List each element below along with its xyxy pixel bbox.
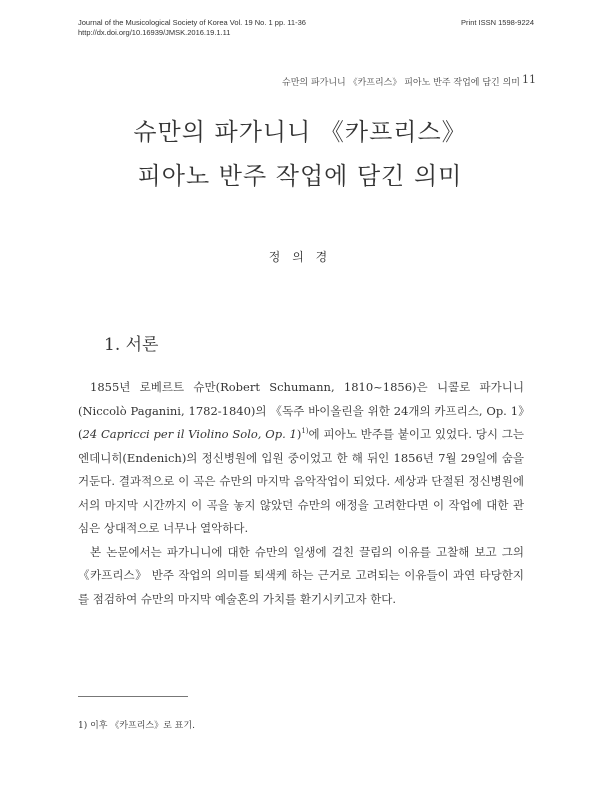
paragraph-1 bbox=[78, 376, 524, 541]
author-name: 정 의 경 bbox=[268, 250, 332, 264]
paragraph-1-text-c: 에 피아노 반주를 붙이고 있었다. 당시 그는 엔데니히(Endenich)의 정신병원에 입원 중이었고 한 해 뒤인 1856년 7월 29일에 숨을 거둔다. 결과적으로 이 곡은 슈만의 마지막 음악작업이 되었다. 세상과 단절된 정신병원에서의 마지막 시간까지 이 곡을 놓지 않았던 슈만의 애정을 고려한다면 이 작업에 대한 관심은 상대적으로 너무나 열악하다. bbox=[78, 427, 524, 535]
paper-title bbox=[0, 110, 600, 198]
paragraph-2: 본 논문에서는 파가니니에 대한 슈만의 일생에 걸친 끌림의 이유를 고찰해 보고 그의 《카프리스》 반주 작업의 의미를 퇴색케 하는 근거로 고려되는 이유들이 과연 타당한지를 점검하여 슈만의 마지막 예술혼의 가치를 환기시키고자 한다. bbox=[78, 544, 524, 606]
issn: Print ISSN 1598-9224 bbox=[461, 18, 534, 27]
running-title: 슈만의 파가니니 《카프리스》 피아노 반주 작업에 담긴 의미 bbox=[282, 78, 520, 88]
footnote-ref[interactable]: 1) bbox=[301, 427, 309, 436]
paragraph-1-text-b: ) bbox=[296, 427, 302, 441]
doi-link[interactable]: http://dx.doi.org/10.16939/JMSK.2016.19.1.11 bbox=[78, 28, 231, 37]
work-title-italic: 24 Capricci per il Violino Solo, Op. 1 bbox=[82, 427, 297, 441]
title-line-1: 슈만의 파가니니 《카프리스》 bbox=[133, 118, 467, 146]
body-text bbox=[78, 376, 524, 611]
paragraph-1-text-a: 1855년 로베르트 슈만(Robert Schumann, 1810~1856)은 니콜로 파가니니(Niccolò Paganini, 1782-1840)의 《독주 바이올린을 위한 24개의 카프리스, Op. 1》( bbox=[78, 380, 524, 441]
section-heading: 1. 서론 bbox=[104, 335, 159, 355]
title-line-2: 피아노 반주 작업에 담긴 의미 bbox=[137, 162, 463, 190]
journal-info bbox=[78, 18, 306, 38]
journal-citation: Journal of the Musicological Society of Korea Vol. 19 No. 1 pp. 11-36 bbox=[78, 18, 306, 27]
footnote-divider bbox=[78, 696, 188, 697]
footnote: 1) 이후 《카프리스》로 표기. bbox=[78, 721, 195, 731]
page-number: 11 bbox=[522, 73, 536, 86]
